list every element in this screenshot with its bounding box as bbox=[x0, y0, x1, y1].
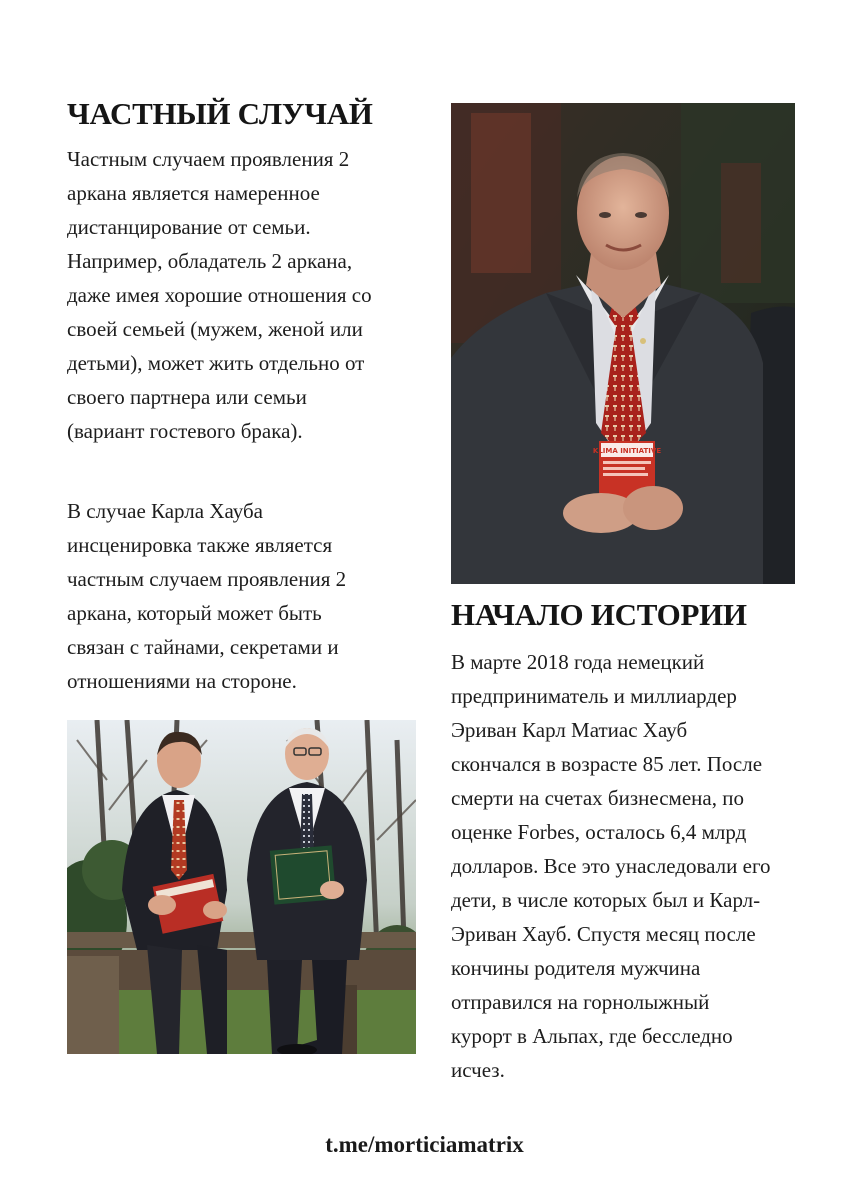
text-line: (вариант гостевого брака). bbox=[67, 419, 303, 443]
text-line: Эриван Хауб. Спустя месяц после bbox=[451, 922, 756, 946]
text-line: В марте 2018 года немецкий bbox=[451, 650, 705, 674]
booklet-title: KLIMA INITIATIVE bbox=[592, 447, 662, 455]
staging-paragraph bbox=[67, 494, 346, 698]
text-line: аркана является намеренное bbox=[67, 181, 320, 205]
text-line: детьми), может жить отдельно от bbox=[67, 351, 365, 375]
text-line: оценке Forbes, осталось 6,4 млрд bbox=[451, 820, 747, 844]
text-line: кончины родителя мужчина bbox=[451, 956, 701, 980]
text-line: аркана, который может быть bbox=[67, 601, 322, 625]
text-line: предприниматель и миллиардер bbox=[451, 684, 737, 708]
text-line: отправился на горнолыжный bbox=[451, 990, 710, 1014]
footer-telegram-link[interactable]: t.me/morticiamatrix bbox=[325, 1132, 524, 1157]
text-line: дистанцирование от семьи. bbox=[67, 215, 311, 239]
text-line: исчез. bbox=[451, 1058, 505, 1082]
text-line: своей семьей (мужем, женой или bbox=[67, 317, 363, 341]
text-line: курорт в Альпах, где бесследно bbox=[451, 1024, 733, 1048]
private-case-paragraph bbox=[67, 142, 372, 448]
section-heading-private-case: ЧАСТНЫЙ СЛУЧАЙ bbox=[67, 96, 373, 131]
text-line: частным случаем проявления 2 bbox=[67, 567, 347, 591]
two-men-bench-photo bbox=[67, 720, 416, 1054]
section-heading-story-start: НАЧАЛО ИСТОРИИ bbox=[451, 597, 747, 632]
story-start-paragraph bbox=[451, 645, 771, 1087]
text-line: Эриван Карл Матиас Хауб bbox=[451, 718, 688, 742]
portrait-photo bbox=[451, 103, 795, 584]
text-line: В случае Карла Хауба bbox=[67, 499, 263, 523]
text-line: дети, в числе которых был и Карл- bbox=[451, 888, 761, 912]
text-line: даже имея хорошие отношения со bbox=[67, 283, 372, 307]
text-line: скончался в возрасте 85 лет. После bbox=[451, 752, 763, 776]
text-line: Частным случаем проявления 2 bbox=[67, 147, 350, 171]
text-line: отношениями на стороне. bbox=[67, 669, 297, 693]
text-line: своего партнера или семьи bbox=[67, 385, 307, 409]
text-line: связан с тайнами, секретами и bbox=[67, 635, 339, 659]
text-line: смерти на счетах бизнесмена, по bbox=[451, 786, 744, 810]
text-line: Например, обладатель 2 аркана, bbox=[67, 249, 353, 273]
text-line: инсценировка также является bbox=[67, 533, 333, 557]
text-line: долларов. Все это унаследовали его bbox=[451, 854, 771, 878]
